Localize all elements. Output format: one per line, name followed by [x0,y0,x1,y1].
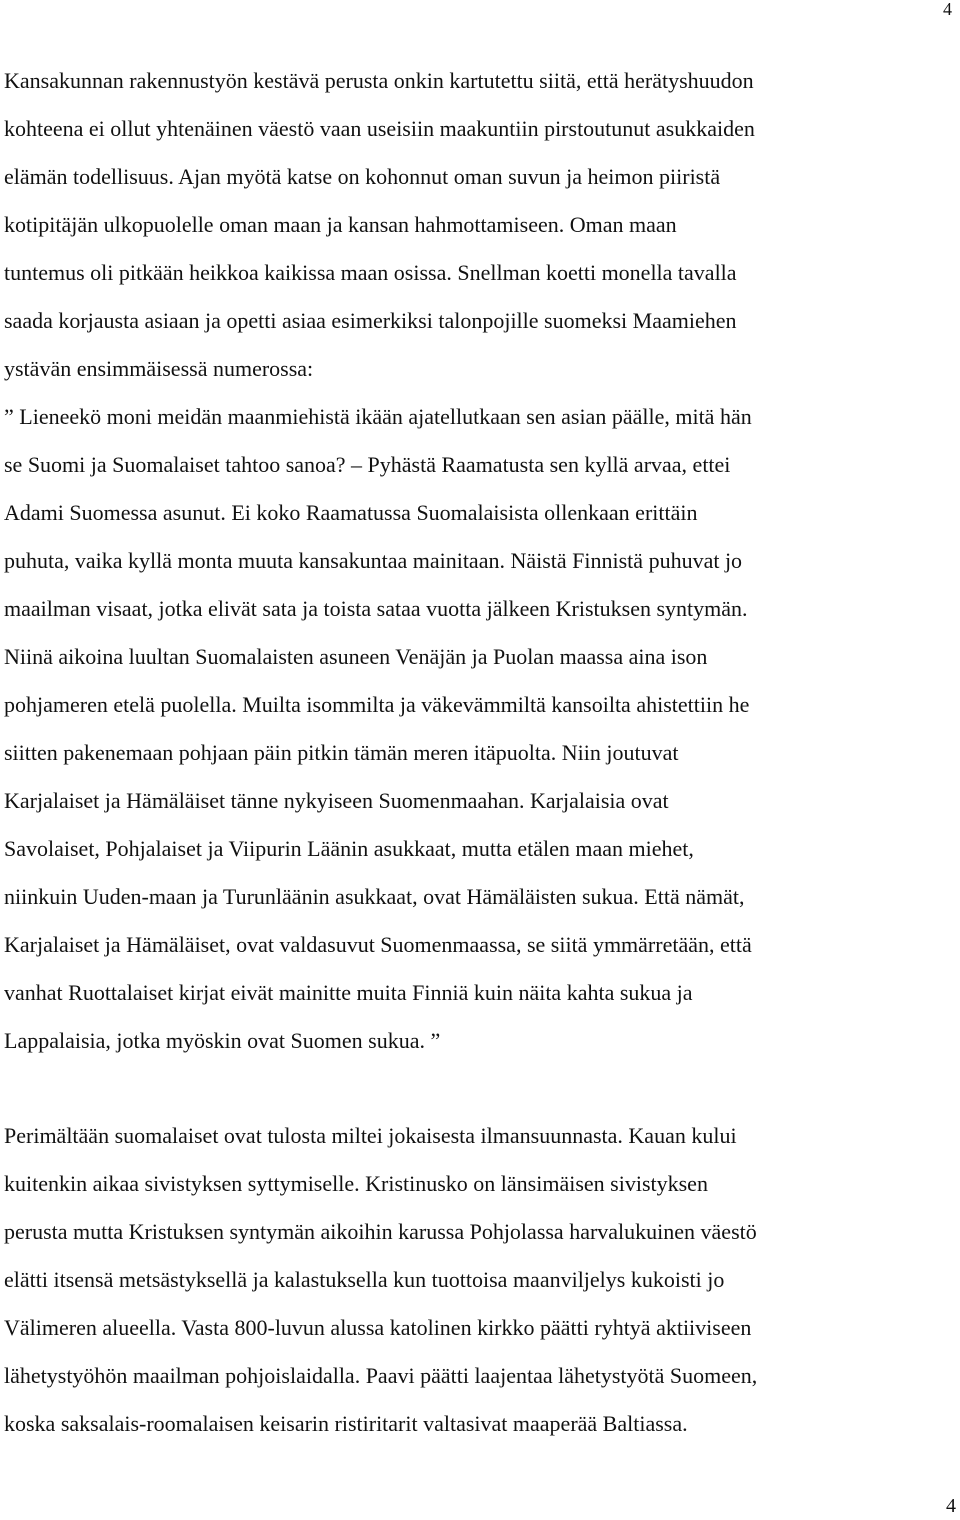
text-line: Perimältään suomalaiset ovat tulosta miltei jokaisesta ilmansuunnasta. Kauan kului [4,1123,737,1148]
text-line: Välimeren alueella. Vasta 800-luvun alussa katolinen kirkko päätti ryhtyä aktiiviseen [4,1315,752,1340]
text-line: kohteena ei ollut yhtenäinen väestö vaan useisiin maakuntiin pirstoutunut asukkaiden [4,116,755,141]
quote-line: Niinä aikoina luultan Suomalaisten asuneen Venäjän ja Puolan maassa aina ison [4,644,708,669]
quote-line: Karjalaiset ja Hämäläiset tänne nykyiseen Suomenmaahan. Karjalaisia ovat [4,788,669,813]
text-line: lähetystyöhön maailman pohjoislaidalla. Paavi päätti laajentaa lähetystyötä Suomeen, [4,1363,758,1388]
text-line: ystävän ensimmäisessä numerossa: [4,356,314,381]
text-line: Kansakunnan rakennustyön kestävä perusta onkin kartutettu siitä, että herätyshuudon [4,68,754,93]
page-number-bottom: 4 [946,1495,956,1517]
text-line: koska saksalais-roomalaisen keisarin ristiritarit valtasivat maaperää Baltiassa. [4,1411,688,1436]
text-line: tuntemus oli pitkään heikkoa kaikissa maan osissa. Snellman koetti monella tavalla [4,260,737,285]
paragraph-1 [4,57,956,1065]
quote-line: vanhat Ruottalaiset kirjat eivät mainitte muita Finniä kuin näita kahta sukua ja [4,980,693,1005]
quote-line: Karjalaiset ja Hämäläiset, ovat valdasuvut Suomenmaassa, se siitä ymmärretään, että [4,932,752,957]
text-line: elämän todellisuus. Ajan myötä katse on kohonnut oman suvun ja heimon piiristä [4,164,721,189]
quote-line: Lappalaisia, jotka myöskin ovat Suomen sukua. ” [4,1028,441,1053]
quote-line: maailman visaat, jotka elivät sata ja toista sataa vuotta jälkeen Kristuksen syntymän. [4,596,748,621]
text-line: perusta mutta Kristuksen syntymän aikoihin karussa Pohjolassa harvalukuinen väestö [4,1219,757,1244]
quote-line: siitten pakenemaan pohjaan päin pitkin tämän meren itäpuolta. Niin joutuvat [4,740,679,765]
quote-line: pohjameren etelä puolella. Muilta isommilta ja väkevämmiltä kansoilta ahistettiin he [4,692,750,717]
text-line: elätti itsensä metsästyksellä ja kalastuksella kun tuottoisa maanviljelys kukoisti jo [4,1267,725,1292]
quote-line: ” Lieneekö moni meidän maanmiehistä ikään ajatellutkaan sen asian päälle, mitä hän [4,404,752,429]
quote-line: puhuta, vaika kyllä monta muuta kansakuntaa mainitaan. Näistä Finnistä puhuvat jo [4,548,743,573]
text-line: saada korjausta asiaan ja opetti asiaa esimerkiksi talonpojille suomeksi Maamiehen [4,308,737,333]
paragraph-2 [4,1112,956,1448]
quote-line: se Suomi ja Suomalaiset tahtoo sanoa? – Pyhästä Raamatusta sen kyllä arvaa, ettei [4,452,731,477]
text-line: kuitenkin aikaa sivistyksen syttymiselle. Kristinusko on länsimäisen sivistyksen [4,1171,708,1196]
quote-line: niinkuin Uuden-maan ja Turunläänin asukkaat, ovat Hämäläisten sukua. Että nämät, [4,884,745,909]
page-number-top: 4 [943,0,952,19]
text-line: kotipitäjän ulkopuolelle oman maan ja kansan hahmottamiseen. Oman maan [4,212,677,237]
quote-line: Savolaiset, Pohjalaiset ja Viipurin Läänin asukkaat, mutta etälen maan miehet, [4,836,694,861]
quote-line: Adami Suomessa asunut. Ei koko Raamatussa Suomalaisista ollenkaan erittäin [4,500,698,525]
